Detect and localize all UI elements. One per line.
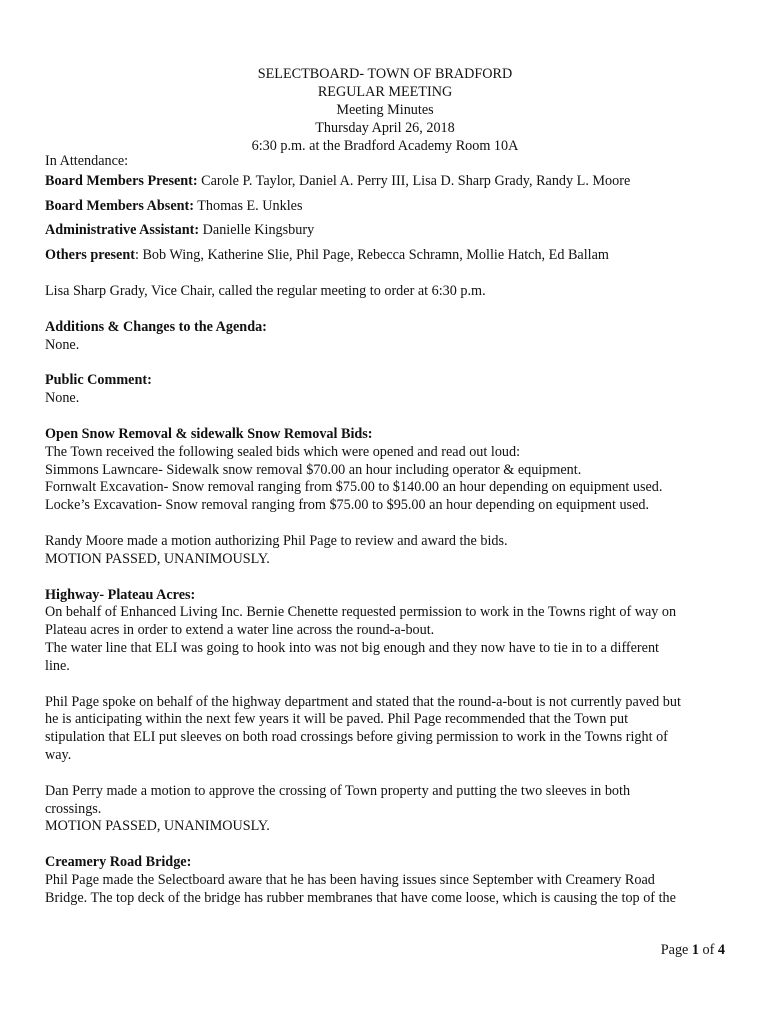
snow-removal-line: Fornwalt Excavation- Snow removal ranging from $75.00 to $140.00 an hour depending on equipment used. xyxy=(45,479,663,496)
header-time-location: 6:30 p.m. at the Bradford Academy Room 10A xyxy=(251,138,519,154)
header-date: Thursday April 26, 2018 xyxy=(315,120,455,136)
creamery-heading: Creamery Road Bridge: xyxy=(45,854,192,871)
board-present-label: Board Members Present: xyxy=(45,172,198,189)
snow-removal-heading: Open Snow Removal & sidewalk Snow Removal Bids: xyxy=(45,425,373,442)
board-present-line xyxy=(45,173,725,191)
document-header xyxy=(0,65,770,155)
public-comment-text: None. xyxy=(45,390,80,407)
page-total: 4 xyxy=(717,942,725,958)
highway-paragraph-line: The water line that ELI was going to hook into was not big enough and they now have to tie in to a different xyxy=(45,639,659,656)
creamery-line: Bridge. The top deck of the bridge has rubber membranes that have come loose, which is causing the top of the xyxy=(45,889,676,906)
header-title: SELECTBOARD- TOWN OF BRADFORD xyxy=(257,66,513,82)
board-absent-line xyxy=(45,198,725,216)
public-comment-heading: Public Comment: xyxy=(45,372,152,389)
highway-paragraph-line: Phil Page spoke on behalf of the highway department and stated that the round-a-bout is not currently paved but xyxy=(45,693,681,710)
highway-motion-line: Dan Perry made a motion to approve the crossing of Town property and putting the two sleeves in both xyxy=(45,782,631,799)
highway-heading: Highway- Plateau Acres: xyxy=(45,586,196,603)
others-present-value: : Bob Wing, Katherine Slie, Phil Page, Rebecca Schramn, Mollie Hatch, Ed Ballam xyxy=(134,247,609,264)
highway-paragraph-line: line. xyxy=(45,657,70,674)
call-to-order: Lisa Sharp Grady, Vice Chair, called the regular meeting to order at 6:30 p.m. xyxy=(45,282,486,299)
header-meeting-type: REGULAR MEETING xyxy=(317,84,453,100)
highway-motion-result: MOTION PASSED, UNANIMOUSLY. xyxy=(45,818,270,835)
admin-assistant-value: Danielle Kingsbury xyxy=(199,222,315,239)
board-present-value: Carole P. Taylor, Daniel A. Perry III, Lisa D. Sharp Grady, Randy L. Moore xyxy=(197,172,631,189)
admin-assistant-line xyxy=(45,222,725,240)
snow-removal-line: Locke’s Excavation- Snow removal ranging from $75.00 to $95.00 an hour depending on equipment used. xyxy=(45,497,650,514)
admin-assistant-label: Administrative Assistant: xyxy=(45,222,200,239)
highway-motion-line: crossings. xyxy=(45,800,102,817)
page-of-word: of xyxy=(698,942,718,958)
attendance-intro: In Attendance: xyxy=(45,153,129,169)
highway-paragraph-line: On behalf of Enhanced Living Inc. Bernie Chenette requested permission to work in the Towns right of way on xyxy=(45,604,677,621)
snow-motion-result: MOTION PASSED, UNANIMOUSLY. xyxy=(45,550,270,567)
agenda-heading: Additions & Changes to the Agenda: xyxy=(45,318,267,335)
creamery-line: Phil Page made the Selectboard aware that he has been having issues since September with Creamery Road xyxy=(45,871,655,888)
page-word: Page xyxy=(660,942,692,958)
document-body xyxy=(45,153,725,908)
highway-paragraph-line: way. xyxy=(45,746,72,763)
snow-removal-line: The Town received the following sealed bids which were opened and read out loud: xyxy=(45,443,521,460)
board-absent-value: Thomas E. Unkles xyxy=(193,197,303,214)
others-present-label: Others present xyxy=(45,247,135,264)
snow-motion: Randy Moore made a motion authorizing Phil Page to review and award the bids. xyxy=(45,532,508,549)
highway-paragraph-line: stipulation that ELI put sleeves on both road crossings before giving permission to work in the Towns right of xyxy=(45,729,668,746)
snow-removal-line: Simmons Lawncare- Sidewalk snow removal $70.00 an hour including operator & equipment. xyxy=(45,461,582,478)
page-number-footer xyxy=(661,942,725,960)
agenda-text: None. xyxy=(45,336,80,353)
highway-paragraph-line: Plateau acres in order to extend a water line across the round-a-bout. xyxy=(45,622,435,639)
others-present-line xyxy=(45,247,725,265)
highway-paragraph-line: he is anticipating within the next few years it will be paved. Phil Page recommended that the Town put xyxy=(45,711,629,728)
board-absent-label: Board Members Absent: xyxy=(45,197,194,214)
page-current: 1 xyxy=(691,942,699,958)
header-doc-type: Meeting Minutes xyxy=(336,102,434,118)
